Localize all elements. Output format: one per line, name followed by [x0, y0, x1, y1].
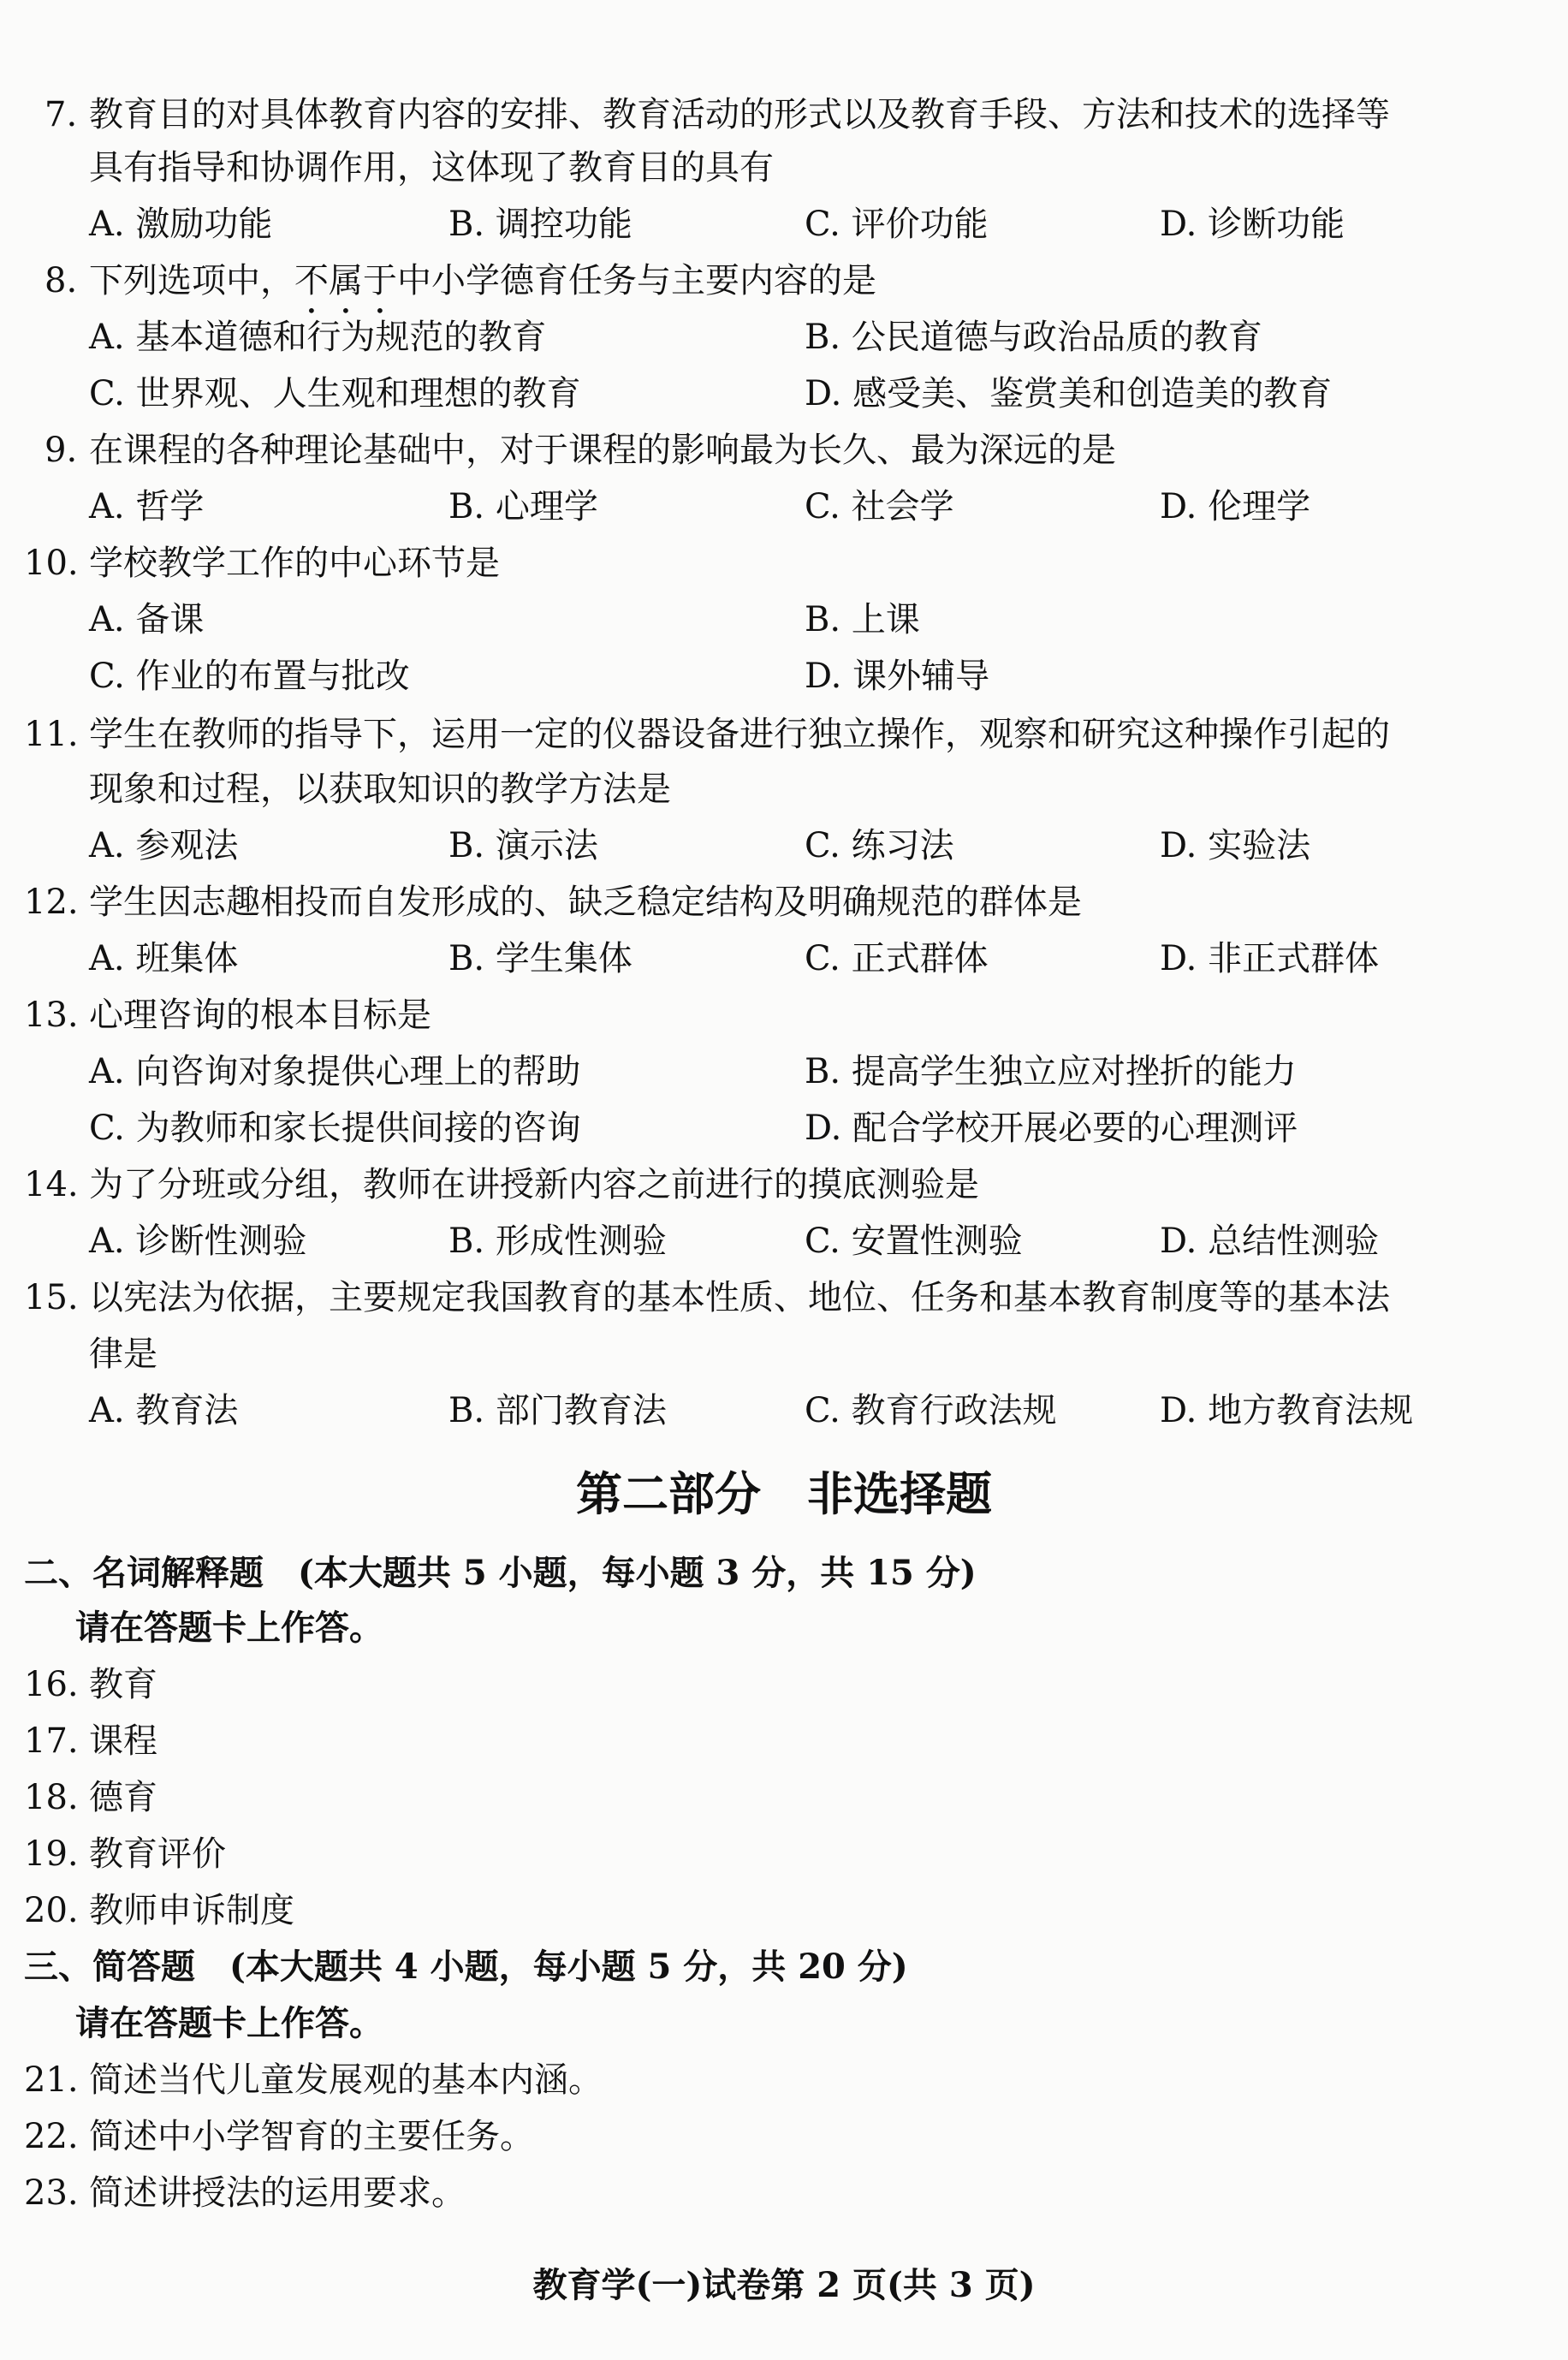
option-d: D. 配合学校开展必要的心理测评 [805, 1109, 1298, 1148]
option-b: B. 公民道德与政治品质的教育 [805, 318, 1262, 357]
option-a: A. 班集体 [89, 939, 239, 978]
question-9-options [0, 481, 1568, 532]
option-a: A. 教育法 [89, 1391, 239, 1430]
question-text: 具有指导和协调作用，这体现了教育目的具有 [89, 148, 774, 187]
question-text: 学生因志趣相投而自发形成的、缺乏稳定结构及明确规范的群体是 [89, 883, 1082, 922]
option-d: D. 感受美、鉴赏美和创造美的教育 [805, 374, 1333, 413]
question-number: 23. [24, 2173, 79, 2213]
question-13-options-row2 [0, 1103, 1568, 1154]
question-text: 律是 [89, 1335, 157, 1374]
question-text: 教育目的对具体教育内容的安排、教育活动的形式以及教育手段、方法和技术的选择等 [89, 95, 1390, 134]
question-21 [0, 2054, 1568, 2106]
option-a: A. 备课 [89, 600, 205, 639]
question-12-options [0, 933, 1568, 984]
question-text: 德育 [89, 1778, 157, 1817]
question-text-post: 中小学德育任务与主要内容的是 [397, 261, 876, 300]
question-10 [0, 538, 1568, 589]
section-heading-text: 三、简答题 (本大题共 4 小题，每小题 5 分，共 20 分) [24, 1947, 908, 1987]
question-number: 16. [24, 1665, 79, 1704]
option-d: D. 伦理学 [1160, 487, 1311, 526]
option-c: C. 教育行政法规 [805, 1391, 1057, 1430]
question-number: 15. [24, 1278, 79, 1317]
section-3-instruction [0, 1998, 1568, 2049]
option-d: D. 课外辅导 [805, 657, 990, 696]
emphasized-text: 不属于 [294, 261, 397, 300]
instruction-text: 请在答题卡上作答。 [75, 2003, 383, 2043]
question-text: 学生在教师的指导下，运用一定的仪器设备进行独立操作，观察和研究这种操作引起的 [89, 715, 1390, 754]
part-two-title: 第二部分 非选择题 [576, 1466, 992, 1521]
question-7-cont [0, 142, 1568, 193]
option-b: B. 上课 [805, 600, 920, 639]
question-number: 8. [45, 261, 78, 300]
question-8-options-row1 [0, 312, 1568, 363]
option-a: A. 诊断性测验 [89, 1222, 307, 1261]
question-text: 简述当代儿童发展观的基本内涵。 [89, 2060, 603, 2100]
option-c: C. 正式群体 [805, 939, 989, 978]
question-10-options-row1 [0, 594, 1568, 645]
option-b: B. 提高学生独立应对挫折的能力 [805, 1052, 1297, 1091]
option-c: C. 评价功能 [805, 205, 989, 244]
question-number: 19. [24, 1834, 79, 1874]
option-a: A. 激励功能 [89, 205, 273, 244]
question-8-options-row2 [0, 368, 1568, 419]
question-number: 12. [24, 883, 79, 922]
option-b: B. 演示法 [448, 826, 598, 865]
question-20 [0, 1885, 1568, 1936]
question-18 [0, 1772, 1568, 1823]
question-11 [0, 709, 1568, 760]
question-12 [0, 877, 1568, 928]
option-c: C. 社会学 [805, 487, 954, 526]
option-c: C. 作业的布置与批改 [89, 657, 410, 696]
question-19 [0, 1828, 1568, 1880]
question-text: 简述讲授法的运用要求。 [89, 2173, 466, 2213]
option-c: C. 安置性测验 [805, 1222, 1023, 1261]
option-c: C. 练习法 [805, 826, 954, 865]
question-number: 14. [24, 1165, 79, 1204]
option-b: B. 心理学 [448, 487, 598, 526]
question-text: 以宪法为依据，主要规定我国教育的基本性质、地位、任务和基本教育制度等的基本法 [89, 1278, 1390, 1317]
question-15-options [0, 1385, 1568, 1436]
question-text: 课程 [89, 1721, 157, 1761]
question-11-cont [0, 764, 1568, 815]
question-text: 教育评价 [89, 1834, 226, 1874]
question-7 [0, 89, 1568, 140]
section-2-heading [0, 1548, 1568, 1599]
question-14 [0, 1159, 1568, 1210]
page-footer: 教育学(一)试卷第 2 页(共 3 页) [532, 2265, 1036, 2305]
option-a: A. 基本道德和行为规范的教育 [89, 318, 547, 357]
instruction-text: 请在答题卡上作答。 [75, 1608, 383, 1648]
question-number: 17. [24, 1721, 79, 1761]
question-text: 简述中小学智育的主要任务。 [89, 2117, 534, 2156]
question-22 [0, 2111, 1568, 2162]
question-number: 10. [24, 544, 79, 583]
question-15-cont [0, 1329, 1568, 1380]
question-15 [0, 1272, 1568, 1323]
question-7-options [0, 199, 1568, 250]
option-b: B. 部门教育法 [448, 1391, 667, 1430]
question-number: 18. [24, 1778, 79, 1817]
question-number: 22. [24, 2117, 79, 2156]
question-number: 11. [24, 715, 79, 754]
question-23 [0, 2167, 1568, 2219]
question-number: 7. [45, 95, 78, 134]
question-9 [0, 425, 1568, 476]
option-d: D. 总结性测验 [1160, 1222, 1380, 1261]
option-d: D. 诊断功能 [1160, 205, 1345, 244]
question-8 [0, 255, 1568, 306]
question-10-options-row2 [0, 651, 1568, 702]
option-d: D. 实验法 [1160, 826, 1311, 865]
question-text: 教师申诉制度 [89, 1891, 294, 1930]
question-16 [0, 1659, 1568, 1710]
question-text-pre: 下列选项中， [89, 261, 294, 300]
question-17 [0, 1715, 1568, 1767]
question-text: 在课程的各种理论基础中，对于课程的影响最为长久、最为深远的是 [89, 431, 1116, 470]
option-c: C. 为教师和家长提供间接的咨询 [89, 1109, 581, 1148]
question-13-options-row1 [0, 1046, 1568, 1097]
section-heading-text: 二、名词解释题 (本大题共 5 小题，每小题 3 分，共 15 分) [24, 1553, 977, 1593]
option-b: B. 学生集体 [448, 939, 633, 978]
option-b: B. 形成性测验 [448, 1222, 667, 1261]
question-text: 心理咨询的根本目标是 [89, 996, 431, 1035]
section-2-instruction [0, 1602, 1568, 1654]
question-number: 21. [24, 2060, 79, 2100]
question-13 [0, 990, 1568, 1041]
option-a: A. 参观法 [89, 826, 239, 865]
question-11-options [0, 820, 1568, 871]
question-text: 现象和过程，以获取知识的教学方法是 [89, 770, 671, 809]
question-text: 教育 [89, 1665, 157, 1704]
question-number: 9. [45, 431, 78, 470]
option-a: A. 哲学 [89, 487, 205, 526]
option-a: A. 向咨询对象提供心理上的帮助 [89, 1052, 581, 1091]
question-number: 13. [24, 996, 79, 1035]
question-text: 学校教学工作的中心环节是 [89, 544, 500, 583]
question-number: 20. [24, 1891, 79, 1930]
section-3-heading [0, 1941, 1568, 1993]
question-14-options [0, 1216, 1568, 1267]
option-c: C. 世界观、人生观和理想的教育 [89, 374, 581, 413]
option-b: B. 调控功能 [448, 205, 633, 244]
option-d: D. 非正式群体 [1160, 939, 1380, 978]
option-d: D. 地方教育法规 [1160, 1391, 1414, 1430]
question-text: 为了分班或分组，教师在讲授新内容之前进行的摸底测验是 [89, 1165, 979, 1204]
